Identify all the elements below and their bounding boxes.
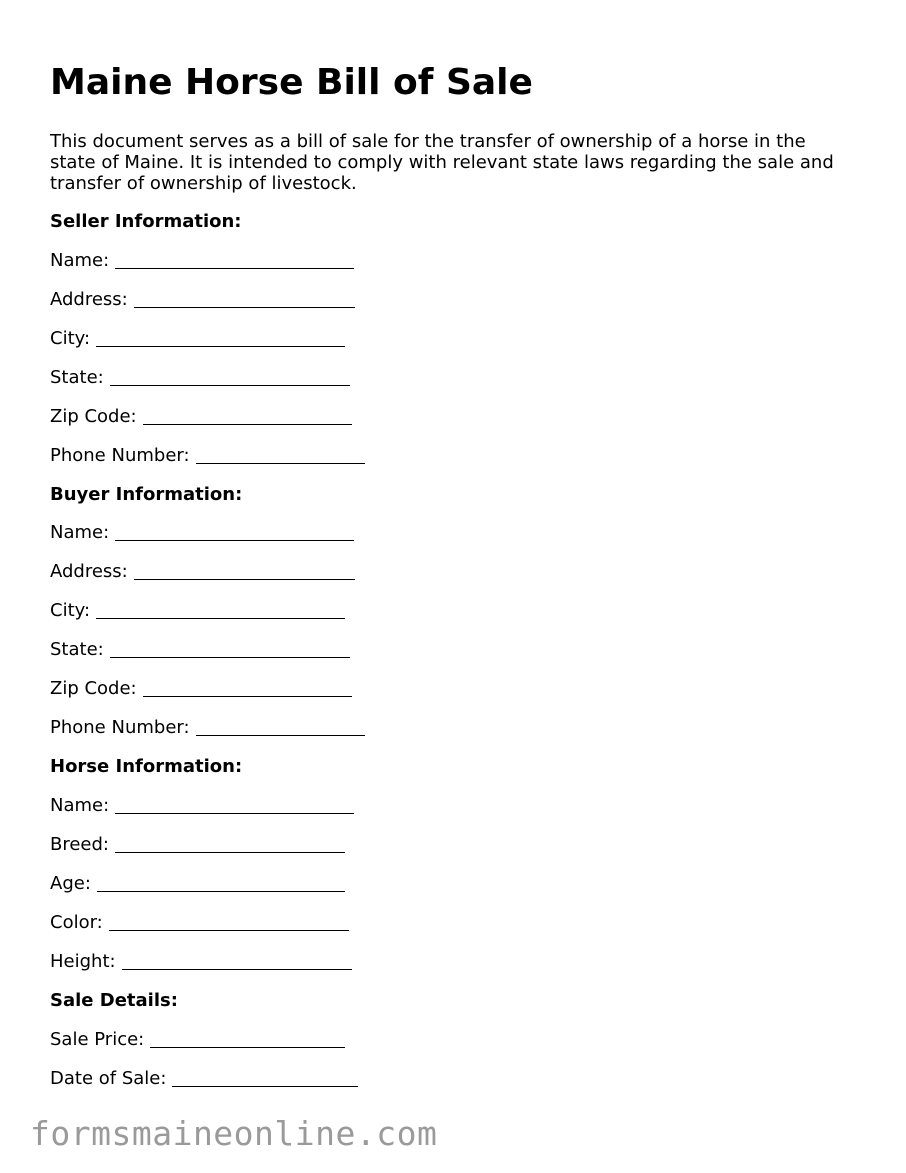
field-label: City: bbox=[50, 328, 91, 349]
buyer-city-field[interactable] bbox=[50, 600, 345, 622]
horse-color-field[interactable] bbox=[50, 912, 349, 934]
field-label: Zip Code: bbox=[50, 678, 137, 699]
field-label: Name: bbox=[50, 250, 110, 271]
field-label: Name: bbox=[50, 795, 110, 816]
field-label: Height: bbox=[50, 951, 116, 972]
field-label: Date of Sale: bbox=[50, 1068, 167, 1089]
seller-zip-field[interactable] bbox=[50, 406, 352, 428]
blank-line[interactable] bbox=[143, 678, 352, 697]
sale-date-field[interactable] bbox=[50, 1068, 358, 1090]
page-title: Maine Horse Bill of Sale bbox=[50, 62, 533, 103]
buyer-name-field[interactable] bbox=[50, 522, 354, 544]
blank-line[interactable] bbox=[97, 873, 345, 892]
field-label: City: bbox=[50, 600, 91, 621]
seller-heading: Seller Information: bbox=[50, 211, 242, 232]
blank-line[interactable] bbox=[115, 250, 354, 269]
field-label: Sale Price: bbox=[50, 1029, 145, 1050]
seller-name-field[interactable] bbox=[50, 250, 354, 272]
horse-age-field[interactable] bbox=[50, 873, 345, 895]
seller-phone-field[interactable] bbox=[50, 445, 365, 467]
buyer-phone-field[interactable] bbox=[50, 717, 365, 739]
blank-line[interactable] bbox=[134, 561, 355, 580]
sale-price-field[interactable] bbox=[50, 1029, 345, 1051]
blank-line[interactable] bbox=[122, 951, 352, 970]
blank-line[interactable] bbox=[196, 717, 365, 736]
buyer-state-field[interactable] bbox=[50, 639, 350, 661]
blank-line[interactable] bbox=[150, 1029, 345, 1048]
seller-city-field[interactable] bbox=[50, 328, 345, 350]
field-label: Phone Number: bbox=[50, 717, 190, 738]
blank-line[interactable] bbox=[96, 328, 345, 347]
field-label: State: bbox=[50, 367, 104, 388]
field-label: Zip Code: bbox=[50, 406, 137, 427]
blank-line[interactable] bbox=[143, 406, 352, 425]
blank-line[interactable] bbox=[109, 912, 349, 931]
blank-line[interactable] bbox=[110, 639, 350, 658]
horse-breed-field[interactable] bbox=[50, 834, 345, 856]
buyer-heading: Buyer Information: bbox=[50, 484, 243, 505]
field-label: Address: bbox=[50, 561, 128, 582]
blank-line[interactable] bbox=[96, 600, 345, 619]
blank-line[interactable] bbox=[115, 522, 354, 541]
horse-height-field[interactable] bbox=[50, 951, 352, 973]
blank-line[interactable] bbox=[110, 367, 350, 386]
blank-line[interactable] bbox=[115, 795, 354, 814]
buyer-zip-field[interactable] bbox=[50, 678, 352, 700]
blank-line[interactable] bbox=[196, 445, 365, 464]
field-label: Color: bbox=[50, 912, 103, 933]
field-label: Breed: bbox=[50, 834, 109, 855]
buyer-address-field[interactable] bbox=[50, 561, 355, 583]
seller-state-field[interactable] bbox=[50, 367, 350, 389]
field-label: State: bbox=[50, 639, 104, 660]
horse-heading: Horse Information: bbox=[50, 756, 243, 777]
seller-address-field[interactable] bbox=[50, 289, 355, 311]
blank-line[interactable] bbox=[115, 834, 345, 853]
field-label: Address: bbox=[50, 289, 128, 310]
intro-paragraph: This document serves as a bill of sale for the transfer of ownership of a horse in the state of Maine. It is intended to comply with relevant state laws regarding the sale and transfer of ownership of livestock. bbox=[50, 131, 834, 194]
field-label: Age: bbox=[50, 873, 91, 894]
sale-heading: Sale Details: bbox=[50, 990, 178, 1011]
field-label: Phone Number: bbox=[50, 445, 190, 466]
horse-name-field[interactable] bbox=[50, 795, 354, 817]
field-label: Name: bbox=[50, 522, 110, 543]
blank-line[interactable] bbox=[172, 1068, 358, 1087]
site-watermark: formsmaineonline.com bbox=[30, 1114, 438, 1153]
blank-line[interactable] bbox=[134, 289, 355, 308]
